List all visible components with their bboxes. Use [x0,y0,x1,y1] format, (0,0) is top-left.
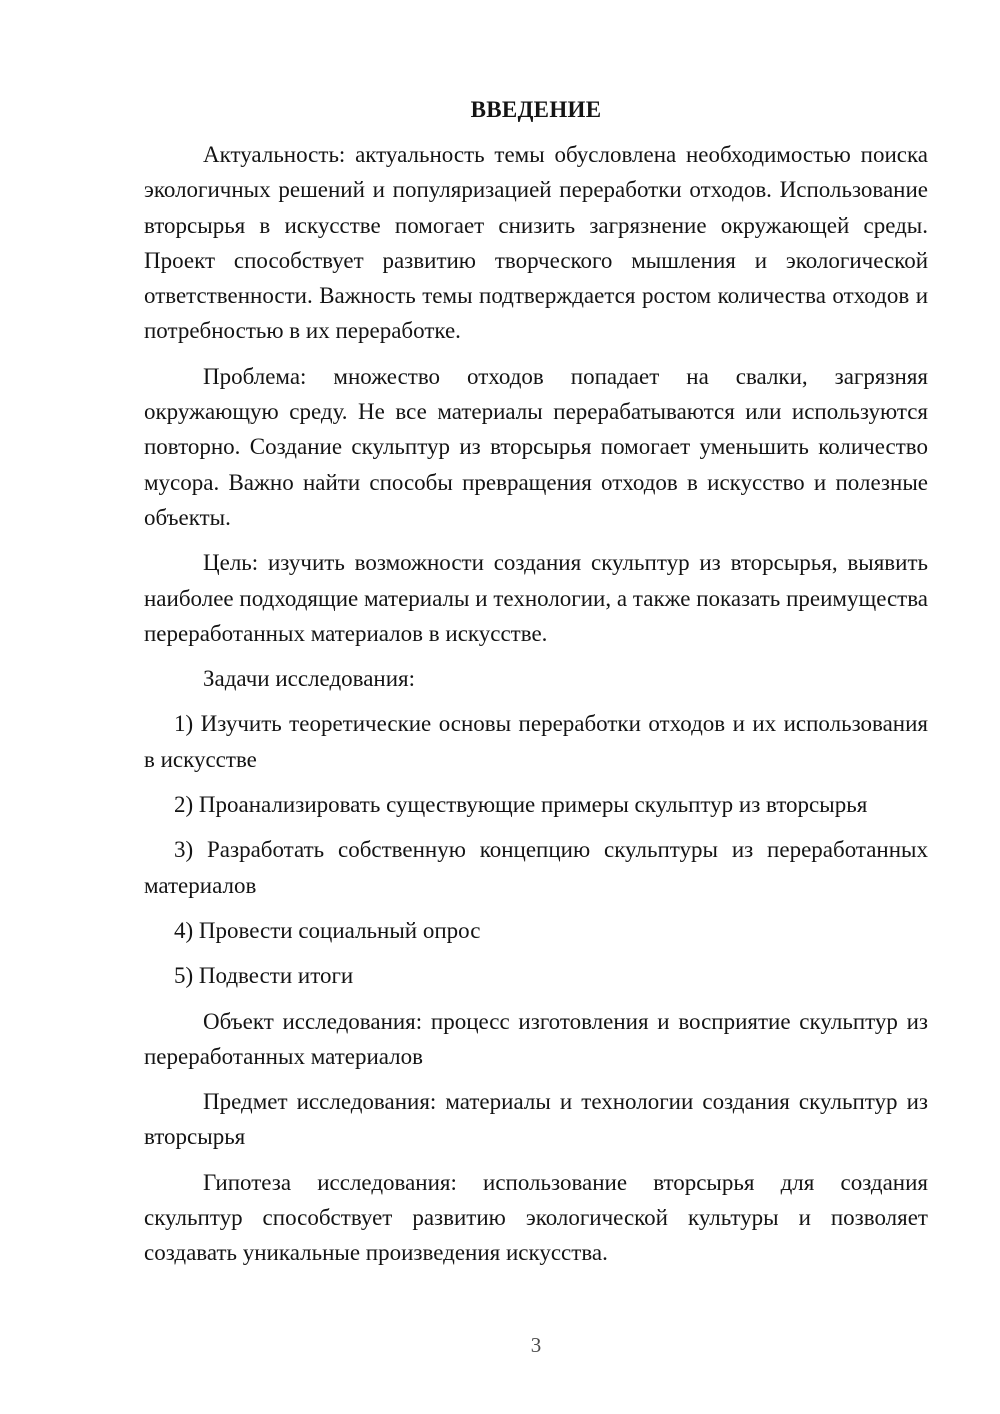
page-number: 3 [530,1333,542,1357]
paragraph-hypothesis: Гипотеза исследования: использование вторсырья для создания скульптур способствует развитию экологической культуры и позволяет создавать уникальные произведения искусства. [144,1169,928,1266]
paragraph-problem: Проблема: множество отходов попадает на свалки, загрязняя окружающую среду. Не все материалы перерабатываются или используются повторно. Создание скульптур из вторсырья помогает уменьшить количество мусора. Важно найти способы превращения отходов в искусство и полезные объекты. [144,363,928,530]
section-title: ВВЕДЕНИЕ [470,97,602,122]
task-item-5: 5) Подвести итоги [174,963,354,989]
paragraph-subject: Предмет исследования: материалы и технологии создания скульптур из вторсырья [144,1089,928,1150]
task-item-3: 3) Разработать собственную концепцию скульптуры из переработанных материалов [144,837,928,898]
paragraph-tasks-heading: Задачи исследования: [203,666,416,692]
task-item-4: 4) Провести социальный опрос [174,917,481,943]
task-item-1: 1) Изучить теоретические основы переработки отходов и их использования в искусстве [144,711,928,772]
paragraph-object: Объект исследования: процесс изготовления и восприятие скульптур из переработанных материалов [144,1008,928,1069]
paragraph-relevance: Актуальность: актуальность темы обусловлена необходимостью поиска экологичных решений и популяризацией переработки отходов. Использование вторсырья в искусстве помогает снизить загрязнение окружающей среды. Проект способствует развитию творческого мышления и экологической ответственности. Важность темы подтверждается ростом количества отходов и потребностью в их переработке. [144,142,928,344]
tasks-list [144,706,928,993]
paragraph-goal: Цель: изучить возможности создания скульптур из вторсырья, выявить наиболее подходящие материалы и технологии, а также показать преимущества переработанных материалов в искусстве. [144,550,928,646]
page-content [144,92,928,1281]
task-item-2: 2) Проанализировать существующие примеры скульптур из вторсырья [174,792,868,818]
